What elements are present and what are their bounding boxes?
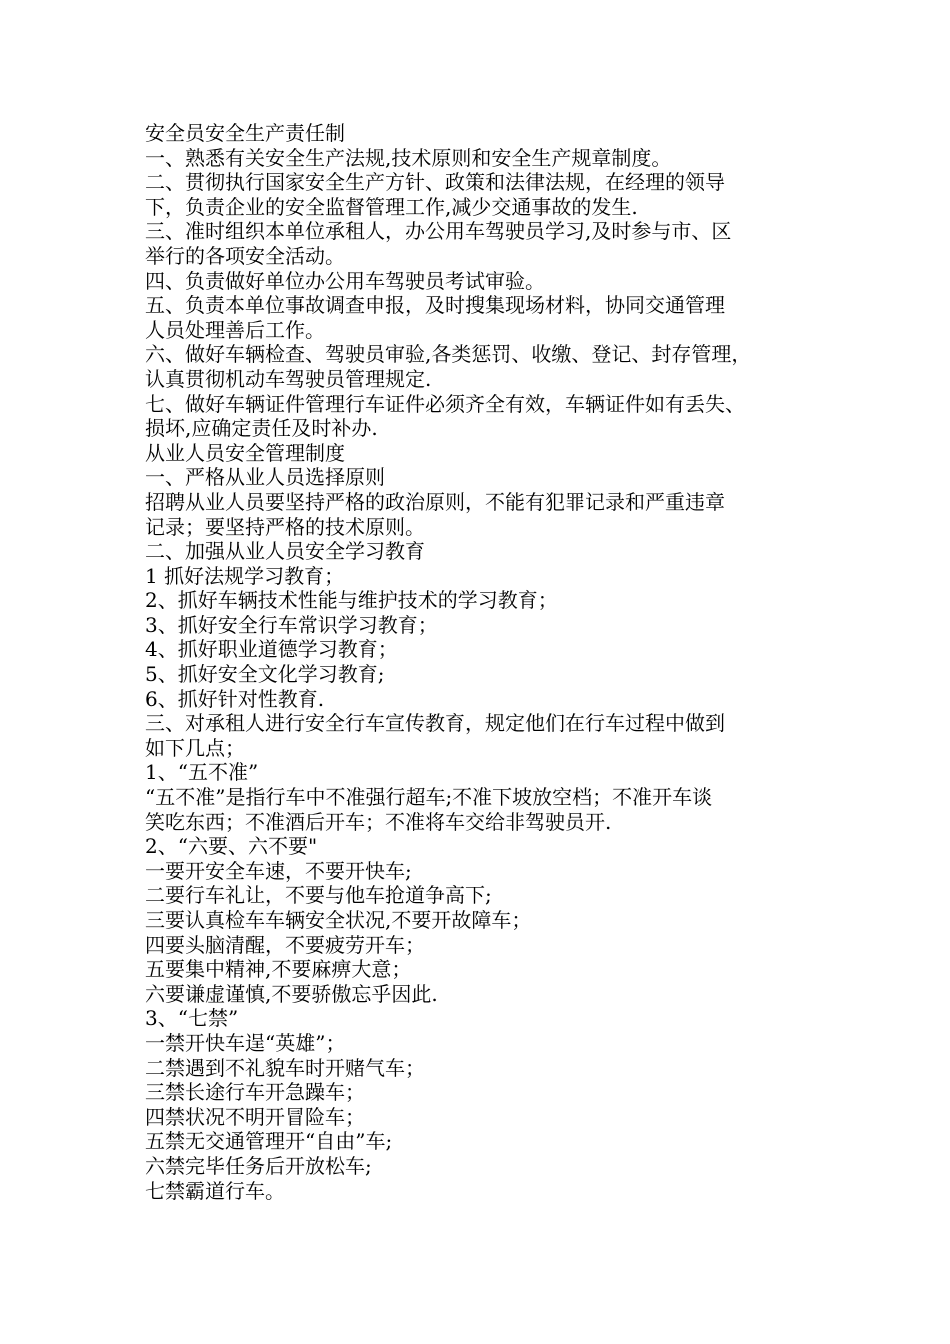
text-line: 3、抓好安全行车常识学习教育； — [145, 612, 438, 637]
text-line: 6、抓好针对性教育. — [145, 686, 325, 711]
document-body — [145, 121, 835, 1203]
text-line: 记录；要坚持严格的技术原则。 — [145, 514, 425, 539]
text-line: 举行的各项安全活动。 — [145, 243, 345, 268]
text-line: 人员处理善后工作。 — [145, 317, 325, 342]
text-line: 三、对承租人进行安全行车宣传教育，规定他们在行车过程中做到 — [145, 711, 725, 736]
text-line: 四禁状况不明开冒险车； — [145, 1104, 365, 1129]
text-line: 认真贯彻机动车驾驶员管理规定. — [145, 366, 432, 391]
text-line: 损坏,应确定责任及时补办. — [145, 416, 378, 441]
text-line: 四、负责做好单位办公用车驾驶员考试审验。 — [145, 268, 545, 293]
text-line: 二要行车礼让，不要与他车抢道争高下; — [145, 883, 492, 908]
text-line: 二、贯彻执行国家安全生产方针、政策和法律法规，在经理的领导 — [145, 170, 725, 195]
text-line: 六禁完毕任务后开放松车; — [145, 1153, 372, 1178]
text-line: 2、抓好车辆技术性能与维护技术的学习教育； — [145, 588, 558, 613]
text-line: 二禁遇到不礼貌车时开赌气车； — [145, 1055, 425, 1080]
text-line: 一要开安全车速，不要开快车; — [145, 858, 412, 883]
text-line: 从业人员安全管理制度 — [145, 440, 345, 465]
text-line: 下，负责企业的安全监督管理工作,减少交通事故的发生. — [145, 194, 638, 219]
text-line: 一、熟悉有关安全生产法规,技术原则和安全生产规章制度。 — [145, 145, 672, 170]
text-line: 3、“七禁” — [145, 1006, 239, 1031]
text-line: 三要认真检车车辆安全状况,不要开故障车； — [145, 908, 532, 932]
text-line: 4、抓好职业道德学习教育； — [145, 637, 398, 662]
text-line: 五禁无交通管理开“自由”车; — [145, 1129, 393, 1154]
text-line: 5、抓好安全文化学习教育; — [145, 662, 385, 687]
text-line: 如下几点； — [145, 735, 245, 760]
text-line: 一、严格从业人员选择原则 — [145, 465, 385, 490]
text-line: 六要谦虚谨慎,不要骄傲忘乎因此. — [145, 981, 438, 1006]
text-line: 安全员安全生产责任制 — [145, 121, 345, 145]
text-line: 笑吃东西；不准酒后开车；不准将车交给非驾驶员开. — [145, 809, 612, 834]
text-line: 三禁长途行车开急躁车； — [145, 1080, 365, 1105]
text-line: 三、准时组织本单位承租人，办公用车驾驶员学习,及时参与市、区 — [145, 219, 732, 244]
text-line: 五要集中精神,不要麻痹大意； — [145, 957, 412, 982]
text-line: 五、负责本单位事故调查申报，及时搜集现场材料，协同交通管理 — [145, 293, 725, 318]
text-line: 1 抓好法规学习教育； — [145, 563, 345, 588]
text-line: 1、“五不准” — [145, 760, 259, 785]
text-line: 2、“六要、六不要" — [145, 834, 318, 859]
text-line: “五不准”是指行车中不准强行超车;不准下坡放空档；不准开车谈 — [145, 785, 713, 810]
text-line: 一禁开快车逞“英雄”； — [145, 1030, 346, 1055]
text-line: 七禁霸道行车。 — [145, 1178, 285, 1203]
text-line: 七、做好车辆证件管理行车证件必须齐全有效，车辆证件如有丢失、 — [145, 391, 745, 416]
text-line: 六、做好车辆检查、驾驶员审验,各类惩罚、收缴、登记、封存管理， — [145, 342, 752, 367]
text-line: 招聘从业人员要坚持严格的政治原则，不能有犯罪记录和严重违章 — [145, 489, 725, 514]
text-line: 二、加强从业人员安全学习教育 — [145, 539, 425, 564]
text-line: 四要头脑清醒，不要疲劳开车； — [145, 932, 425, 957]
